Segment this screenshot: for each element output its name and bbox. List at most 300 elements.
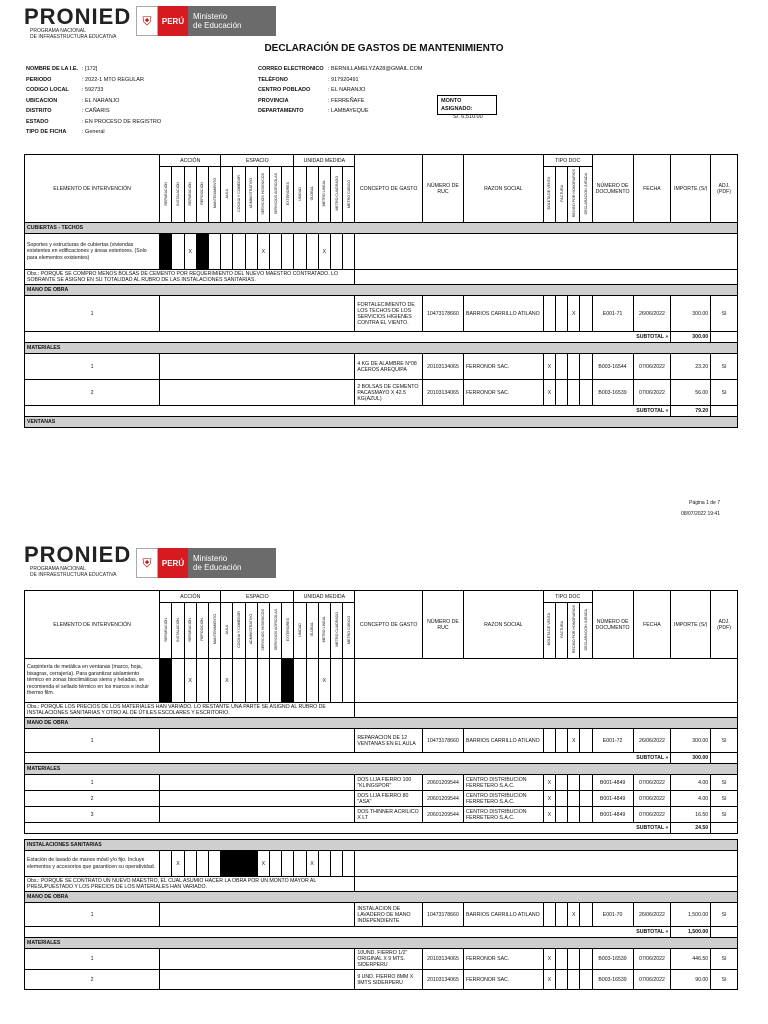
blocked-cell	[196, 234, 208, 270]
doc-type-cell: X	[543, 970, 555, 990]
doc-type-cell: X	[543, 354, 555, 380]
mark-cell	[245, 234, 257, 270]
header-tipo-col	[580, 167, 592, 223]
section-materiales	[25, 938, 738, 949]
doc-type-cell	[580, 791, 592, 807]
ruc-cell: 20601209544	[422, 791, 463, 807]
amount-cell: 446.50	[671, 949, 711, 970]
brand-sub1: PROGRAMA NACIONAL	[30, 566, 86, 572]
header-accion-col	[172, 167, 184, 223]
amount-cell: 90.00	[671, 970, 711, 990]
doc-type-cell	[555, 354, 567, 380]
expense-row	[25, 380, 738, 406]
header-accion: ACCIÓN	[160, 591, 221, 603]
expense-row	[25, 296, 738, 332]
ruc-cell: 10473178660	[422, 903, 463, 927]
mark-cell	[209, 851, 221, 877]
section-mano-obra	[25, 892, 738, 903]
concepto-cell: INSTALACION DE LAVADERO DE MANO INDEPENDIENTE	[355, 903, 423, 927]
vertical-label: AULA	[224, 624, 229, 635]
ruc-cell: 20601209544	[422, 775, 463, 791]
doc-type-cell	[555, 380, 567, 406]
vertical-label: MANTENIMIENTO	[212, 614, 217, 645]
header-concepto: CONCEPTO DE GASTO	[355, 591, 423, 659]
brand-sub2: DE INFRAESTRUCTURA EDUCATIVA	[30, 34, 117, 40]
doc-type-cell: X	[543, 380, 555, 406]
empty-cell	[711, 753, 738, 764]
intervention-description: Carpintería de metálica en ventanas (marco, hoja, bisagras, cerrajería). Para garantizar aislamiento térmico en zonas bioclimáticas sierra y heladas, se recomienda el sellado térmico en los marcos e incluir thermo film.	[25, 659, 160, 703]
subtotal-row	[25, 332, 738, 343]
concepto-cell: DOS LIJA FIERRO 80 "ASA"	[355, 791, 423, 807]
mark-cell	[209, 659, 221, 703]
razon-cell: CENTRO DISTRIBUCION FERRETERO S.A.C.	[463, 807, 543, 823]
section-title: INSTALACIONES SANITARIAS	[25, 840, 738, 851]
empty-cell	[355, 703, 738, 718]
mark-cell: X	[306, 851, 318, 877]
mark-cell: X	[184, 659, 196, 703]
mark-cell	[343, 659, 355, 703]
header-elemento: ELEMENTO DE INTERVENCIÓN	[25, 155, 160, 223]
section-instalaciones-sanitarias	[25, 840, 738, 851]
mark-cell	[221, 234, 233, 270]
vertical-label: COCINA Y COMEDOR	[237, 611, 241, 648]
vertical-label: COCINA Y COMEDOR	[237, 175, 241, 212]
section-cubiertas	[25, 223, 738, 234]
observation-row	[25, 270, 738, 285]
info-row	[258, 85, 422, 96]
document-number: B001-4849	[592, 791, 633, 807]
razon-cell: FERRONOR SAC.	[463, 380, 543, 406]
row-number: 2	[25, 380, 160, 406]
subtotal-value: 1,500.00	[671, 927, 711, 938]
doc-type-cell: X	[543, 807, 555, 823]
doc-type-cell	[555, 775, 567, 791]
row-number: 1	[25, 296, 160, 332]
header-accion-col	[172, 603, 184, 659]
doc-type-cell: X	[543, 791, 555, 807]
subtotal-label: SUBTOTAL »	[25, 406, 671, 417]
info-key: CORREO ELECTRONICO	[258, 66, 324, 72]
mark-cell	[160, 851, 172, 877]
doc-type-cell	[543, 903, 555, 927]
document-page-2	[0, 540, 768, 1024]
header-unidad: UNIDAD MEDIDA	[294, 591, 355, 603]
info-row	[26, 127, 161, 138]
doc-type-cell	[580, 807, 592, 823]
date-cell: 07/06/2022	[633, 775, 671, 791]
doc-type-cell: X	[568, 729, 580, 753]
vertical-label: ADMINISTRATIVO	[249, 178, 254, 209]
header-tipo-col	[555, 167, 567, 223]
document-number: B001-4849	[592, 807, 633, 823]
section-title: MANO DE OBRA	[25, 892, 738, 903]
vertical-label: METRO CUBICO	[346, 179, 351, 208]
amount-cell: 16.50	[671, 807, 711, 823]
mark-cell: X	[318, 234, 330, 270]
date-cell: 07/06/2022	[633, 949, 671, 970]
vertical-label: ADMINISTRATIVO	[249, 614, 254, 645]
doc-type-cell	[568, 775, 580, 791]
blocked-cell	[160, 234, 172, 270]
header-accion-col	[160, 603, 172, 659]
ruc-cell: 20103134065	[422, 354, 463, 380]
blocked-cell	[221, 851, 233, 877]
vertical-label: RECIBO POR HONORARIOS	[571, 169, 576, 218]
info-key: PERIODO	[26, 76, 52, 83]
monto-value: S/. 6,510.00	[453, 114, 483, 120]
doc-type-cell	[568, 807, 580, 823]
razon-cell: BARRIOS CARRILLO ATILANO	[463, 903, 543, 927]
mark-cell	[269, 851, 281, 877]
doc-type-cell	[568, 949, 580, 970]
doc-type-cell	[555, 807, 567, 823]
date-cell: 07/06/2022	[633, 807, 671, 823]
info-left	[26, 64, 161, 138]
doc-type-cell	[555, 729, 567, 753]
mark-cell	[330, 659, 342, 703]
amount-cell: 1,500.00	[671, 903, 711, 927]
razon-cell: CENTRO DISTRIBUCION FERRETERO S.A.C.	[463, 791, 543, 807]
razon-cell: BARRIOS CARRILLO ATILANO	[463, 729, 543, 753]
doc-type-cell	[555, 791, 567, 807]
empty-cell	[355, 659, 738, 703]
info-value: : CAÑARIS	[82, 108, 110, 114]
doc-type-cell	[568, 380, 580, 406]
header-importe: IMPORTE (S/)	[671, 155, 711, 223]
doc-type-cell	[555, 949, 567, 970]
header-espacio: ESPACIO	[221, 155, 294, 167]
header-unidad: UNIDAD MEDIDA	[294, 155, 355, 167]
vertical-label: INSTALACIÓN	[176, 617, 181, 642]
razon-cell: CENTRO DISTRIBUCION FERRETERO S.A.C.	[463, 775, 543, 791]
doc-type-cell	[580, 729, 592, 753]
info-row	[26, 106, 161, 117]
header-unidad-col	[330, 167, 342, 223]
intervention-item-row	[25, 851, 738, 877]
vertical-label: REPARACIÓN	[188, 617, 193, 642]
info-key: NOMBRE DE LA I.E.	[26, 66, 79, 72]
mark-cell	[294, 234, 306, 270]
header-espacio-col	[257, 167, 269, 223]
subtotal-row	[25, 406, 738, 417]
doc-type-cell	[580, 970, 592, 990]
info-row	[258, 106, 422, 117]
info-key: UBICACION	[26, 97, 58, 104]
info-key: DEPARTAMENTO	[258, 108, 304, 114]
brand-name: PRONIED	[24, 4, 132, 29]
header-espacio-col	[245, 603, 257, 659]
header-accion-col	[196, 603, 208, 659]
header-accion-col	[184, 603, 196, 659]
info-row	[258, 75, 422, 86]
header-tipo-col	[543, 167, 555, 223]
subtotal-value: 300.00	[671, 753, 711, 764]
blocked-cell	[282, 659, 294, 703]
attachment-cell: SI	[711, 903, 738, 927]
row-number: 1	[25, 903, 160, 927]
mark-cell	[233, 659, 245, 703]
vertical-label: SERVICIOS AGRICOLAS	[273, 172, 278, 215]
mark-cell	[269, 659, 281, 703]
info-value: : EL NARANJO	[82, 97, 120, 104]
subtotal-label: SUBTOTAL »	[25, 332, 671, 343]
doc-type-cell	[580, 296, 592, 332]
row-number: 1	[25, 729, 160, 753]
intervention-item-row	[25, 234, 738, 270]
mark-cell: X	[172, 851, 184, 877]
vertical-label: METRO LINEAL	[322, 180, 327, 207]
info-value: : 917920491	[328, 76, 359, 83]
info-value: : FERREÑAFE	[328, 97, 365, 104]
expense-row	[25, 970, 738, 990]
expense-row	[25, 807, 738, 823]
section-mano-obra	[25, 285, 738, 296]
blocked-cell	[245, 851, 257, 877]
header-unidad-col	[294, 167, 306, 223]
header-espacio-col	[221, 603, 233, 659]
header-tipo-doc: TIPO DOC	[543, 591, 592, 603]
doc-type-cell	[543, 729, 555, 753]
subtotal-row	[25, 753, 738, 764]
attachment-cell: SI	[711, 791, 738, 807]
doc-type-cell: X	[568, 903, 580, 927]
attachment-cell: SI	[711, 970, 738, 990]
minedu-logo	[136, 548, 276, 578]
blocked-cell	[233, 851, 245, 877]
doc-type-cell	[555, 903, 567, 927]
vertical-label: METRO CUADRADO	[334, 176, 339, 211]
empty-cell	[160, 949, 355, 970]
vertical-label: METRO CUBICO	[346, 615, 351, 644]
vertical-label: EXTERIORES	[285, 181, 290, 206]
header-unidad-col	[318, 603, 330, 659]
vertical-label: RECIBO POR HONORARIOS	[571, 605, 576, 654]
info-row	[26, 117, 161, 128]
attachment-cell: SI	[711, 354, 738, 380]
info-key: CODIGO LOCAL	[26, 87, 69, 93]
doc-type-cell	[568, 354, 580, 380]
mark-cell	[233, 234, 245, 270]
vertical-label: GLOBAL	[310, 186, 315, 201]
empty-cell	[355, 234, 738, 270]
amount-cell: 4.00	[671, 791, 711, 807]
vertical-label: SERVICIOS HIGIENICOS	[261, 608, 266, 651]
mark-cell	[282, 851, 294, 877]
header-num-doc: NÚMERO DE DOCUMENTO	[592, 155, 633, 223]
doc-type-cell	[555, 970, 567, 990]
attachment-cell: SI	[711, 775, 738, 791]
expense-table-2	[24, 590, 738, 990]
header-ruc: NÚMERO DE RUC	[422, 591, 463, 659]
empty-cell	[355, 877, 738, 892]
mark-cell	[330, 851, 342, 877]
ruc-cell: 20103134065	[422, 380, 463, 406]
section-title: MATERIALES	[25, 343, 738, 354]
shield-icon: ⛨	[136, 6, 158, 36]
ruc-cell: 20103134065	[422, 970, 463, 990]
header-unidad-col	[343, 603, 355, 659]
concepto-cell: FORTALECIMIENTO DE LOS TECHOS DE LOS SERVICIOS HIGIENES CONTRA EL VIENTO.	[355, 296, 423, 332]
row-number: 1	[25, 354, 160, 380]
concepto-cell: 2 BOLSAS DE CEMENTO PACASMAYO X 42.5 KG(AZUL)	[355, 380, 423, 406]
mark-cell	[294, 851, 306, 877]
mark-cell: X	[318, 659, 330, 703]
info-row	[258, 64, 422, 75]
row-number: 1	[25, 775, 160, 791]
page-number: Página 1 de 7	[689, 500, 720, 506]
subtotal-value: 79.20	[671, 406, 711, 417]
header-fecha: FECHA	[633, 591, 671, 659]
ruc-cell: 20601209544	[422, 807, 463, 823]
amount-cell: 4.00	[671, 775, 711, 791]
header-espacio-col	[269, 603, 281, 659]
doc-type-cell	[568, 970, 580, 990]
section-materiales	[25, 343, 738, 354]
header-espacio-col	[221, 167, 233, 223]
section-title: CUBIERTAS - TECHOS	[25, 223, 738, 234]
section-ventanas	[25, 417, 738, 428]
observation-row	[25, 703, 738, 718]
observation-row	[25, 877, 738, 892]
mark-cell	[269, 234, 281, 270]
header-accion-col	[196, 167, 208, 223]
info-key: PROVINCIA	[258, 97, 289, 104]
ministerio-label	[188, 6, 276, 36]
observation-text: Obs.: PORQUE LOS PRECIOS DE LOS MATERIALES HAN VARIADO. LO RESTANTE UNA PARTE SE ASIGNO AL RUBRO DE INSTALACIONES SANITARIAS Y OTRO AL DE ÚTILES ESCOLARES Y ESCRITORIO.	[25, 703, 355, 718]
vertical-label: DECLARACION JURADA	[583, 172, 588, 215]
amount-cell: 300.00	[671, 729, 711, 753]
concepto-cell: DOS LIJA FIERRO 100 "KLINGSPOR"	[355, 775, 423, 791]
header-tipo-col	[580, 603, 592, 659]
vertical-label: REPOSICIÓN	[200, 182, 205, 205]
mark-cell	[282, 234, 294, 270]
vertical-label: BOLETA DE VENTA	[547, 177, 552, 210]
peru-label: PERÚ	[158, 548, 188, 578]
brand-sub1: PROGRAMA NACIONAL	[30, 28, 86, 34]
expense-table-1	[24, 154, 738, 428]
vertical-label: METRO LINEAL	[322, 616, 327, 643]
header-tipo-col	[543, 603, 555, 659]
header-espacio-col	[233, 603, 245, 659]
header-row	[25, 591, 738, 603]
header-row	[25, 155, 738, 167]
header-accion-col	[209, 167, 221, 223]
mark-cell	[257, 659, 269, 703]
info-value: : [172]	[82, 66, 98, 72]
header-unidad-col	[343, 167, 355, 223]
mark-cell	[172, 659, 184, 703]
header-ruc: NÚMERO DE RUC	[422, 155, 463, 223]
peru-label: PERÚ	[158, 6, 188, 36]
razon-cell: FERRONOR SAC.	[463, 354, 543, 380]
header-concepto: CONCEPTO DE GASTO	[355, 155, 423, 223]
empty-cell	[355, 270, 738, 285]
vertical-label: REPARACIÓN	[163, 617, 168, 642]
info-value: : General	[82, 129, 105, 135]
concepto-cell: 9 UND. FIERRO 8MM X 9MTS SIDERPERU	[355, 970, 423, 990]
subtotal-label: SUBTOTAL »	[25, 823, 671, 834]
attachment-cell: SI	[711, 729, 738, 753]
header-adj: ADJ. (PDF)	[711, 591, 738, 659]
intervention-item-row	[25, 659, 738, 703]
date-cell: 26/06/2022	[633, 729, 671, 753]
empty-cell	[160, 775, 355, 791]
educacion-text: de Educación	[193, 21, 242, 30]
row-number: 2	[25, 791, 160, 807]
shield-icon: ⛨	[136, 548, 158, 578]
vertical-label: METRO CUADRADO	[334, 612, 339, 647]
info-key: TIPO DE FICHA	[26, 129, 67, 135]
row-number: 3	[25, 807, 160, 823]
ministerio-text: Ministerio	[193, 12, 228, 21]
info-key: DISTRITO	[26, 108, 52, 114]
mark-cell	[330, 234, 342, 270]
info-value: : EN PROCESO DE REGISTRO	[82, 118, 162, 125]
header-tipo-doc: TIPO DOC	[543, 155, 592, 167]
info-right	[258, 64, 422, 117]
vertical-label: DECLARACION JURADA	[583, 608, 588, 651]
intervention-description: Soportes y estructuras de cubiertas (viviendas existentes en edificaciones y áreas exteriores. (Solo para elementos existentes)	[25, 234, 160, 270]
document-number: B003-16539	[592, 949, 633, 970]
mark-cell	[294, 659, 306, 703]
empty-cell	[160, 729, 355, 753]
info-key: ESTADO	[26, 118, 49, 125]
document-number: E001-70	[592, 903, 633, 927]
mark-cell: X	[184, 234, 196, 270]
header-espacio: ESPACIO	[221, 591, 294, 603]
header-espacio-col	[245, 167, 257, 223]
vertical-label: FACTURA	[559, 185, 564, 202]
blocked-cell	[160, 659, 172, 703]
expense-row	[25, 775, 738, 791]
brand-sub2: DE INFRAESTRUCTURA EDUCATIVA	[30, 572, 117, 578]
subtotal-value: 24.50	[671, 823, 711, 834]
attachment-cell: SI	[711, 296, 738, 332]
mark-cell: X	[257, 234, 269, 270]
concepto-cell: REPARACION DE 12 VENTANAS EN EL AULA	[355, 729, 423, 753]
empty-cell	[160, 380, 355, 406]
info-value: : 2022-1 MTO REGULAR	[82, 76, 144, 83]
vertical-label: UNIDAD	[297, 622, 302, 637]
mark-cell	[245, 659, 257, 703]
header-razon: RAZON SOCIAL	[463, 155, 543, 223]
header-unidad-col	[318, 167, 330, 223]
header-accion-col	[160, 167, 172, 223]
vertical-label: SERVICIOS HIGIENICOS	[261, 172, 266, 215]
info-row	[26, 96, 161, 107]
section-title: MANO DE OBRA	[25, 718, 738, 729]
doc-type-cell	[580, 903, 592, 927]
info-row	[258, 96, 422, 107]
header-unidad-col	[294, 603, 306, 659]
subtotal-row	[25, 927, 738, 938]
document-number: E001-72	[592, 729, 633, 753]
concepto-cell: DOS THINNER ACRILICO X LT	[355, 807, 423, 823]
date-cell: 07/06/2022	[633, 354, 671, 380]
concepto-cell: 4 KG DE ALAMBRE N°08 ACEROS AREQUIPA	[355, 354, 423, 380]
expense-row	[25, 903, 738, 927]
empty-cell	[160, 296, 355, 332]
doc-type-cell	[555, 296, 567, 332]
observation-text: Obs.: PORQUE SE COMPRO MENOS BOLSAS DE CEMENTO POR REQUERIMIENTO DEL NUEVO MAESTRO CONTRATADO. LO SOBRANTE SE ASIGNO EN SU TOTALIDAD AL RUBRO DE LAS INSTALACIONES SANITARIAS.	[25, 270, 355, 285]
row-number: 1	[25, 949, 160, 970]
vertical-label: REPARACIÓN	[163, 181, 168, 206]
intervention-description: Estación de lavado de manos móvil y/o fijo. Incluye elementos y accesorios que garanticen su operatividad.	[25, 851, 160, 877]
vertical-label: REPOSICIÓN	[200, 618, 205, 641]
empty-cell	[711, 406, 738, 417]
section-title: MATERIALES	[25, 938, 738, 949]
doc-type-cell	[543, 296, 555, 332]
